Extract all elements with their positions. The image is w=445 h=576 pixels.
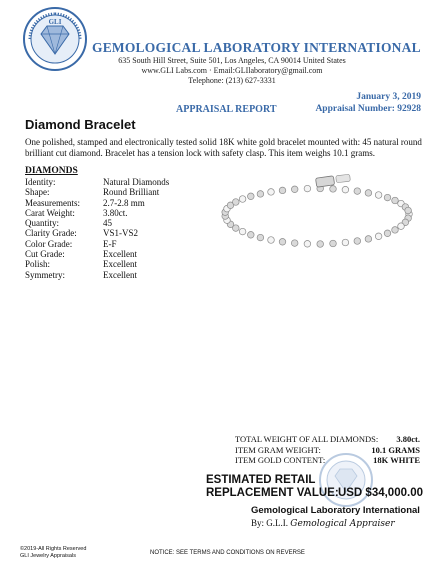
website-email-line[interactable]: www.GLI Labs.com · Email:GLIlaboratory@gmail.com xyxy=(141,66,323,75)
terms-notice: NOTICE: SEE TERMS AND CONDITIONS ON REVERSE xyxy=(150,550,305,556)
total-label: ITEM GRAM WEIGHT: xyxy=(235,444,321,455)
estimated-retail-label: ESTIMATED RETAIL xyxy=(206,474,316,486)
total-value: 3.80ct. xyxy=(396,434,420,444)
total-row xyxy=(235,434,420,445)
faint-seal-watermark xyxy=(318,452,374,508)
spec-label: Measurements: xyxy=(25,197,80,208)
bracelet-stone xyxy=(248,193,255,200)
bracelet-stone xyxy=(257,234,264,241)
spec-rows xyxy=(25,177,235,280)
spec-row xyxy=(25,228,235,238)
bracelet-stone xyxy=(279,187,286,194)
replacement-value: USD $34,000.00 xyxy=(337,487,423,499)
bracelet-stone xyxy=(304,185,311,192)
bracelet-stone xyxy=(248,232,255,239)
bracelet-stone xyxy=(365,190,372,197)
spec-value: E-F xyxy=(103,238,117,249)
replacement-value-label: REPLACEMENT VALUE: xyxy=(206,487,339,499)
copyright xyxy=(20,546,86,559)
bracelet-stone xyxy=(375,192,382,199)
copyright-line: GLI Jewelry Appraisals xyxy=(20,552,76,559)
gli-logo-seal xyxy=(22,6,88,72)
specs-heading: DIAMONDS xyxy=(25,166,78,176)
telephone-line: Telephone: (213) 627-3331 xyxy=(188,76,276,85)
bracelet-stone xyxy=(392,197,399,204)
signature-line xyxy=(251,518,395,529)
total-value: 18K WHITE xyxy=(373,455,420,465)
copyright-line: ©2019-All Rights Reserved xyxy=(20,546,87,552)
address-line: 635 South Hill Street, Suite 501, Los Angeles, CA 90014 United States xyxy=(118,56,346,65)
spec-label: Identity: xyxy=(25,177,56,187)
bracelet-stone xyxy=(279,239,286,246)
spec-label: Quantity: xyxy=(25,218,59,229)
spec-row xyxy=(25,198,235,208)
bracelet-stone xyxy=(291,186,298,193)
spec-label: Cut Grade: xyxy=(25,249,65,260)
spec-row xyxy=(25,218,235,228)
bracelet-stone xyxy=(342,186,349,193)
bracelet-stone xyxy=(398,223,405,230)
bracelet-stone xyxy=(257,191,264,198)
svg-text:GLI: GLI xyxy=(48,18,62,26)
spec-label: Symmetry: xyxy=(25,269,65,280)
bracelet-stone xyxy=(384,230,391,237)
item-title: Diamond Bracelet xyxy=(25,117,136,132)
spec-label: Shape: xyxy=(25,187,50,198)
item-description: One polished, stamped and electronically tested solid 18K white gold bracelet mounted with: 45 natural round brilliant cut diamond. Bracelet has a tension lock with safety clasp. This item weighs 10.1 grams. xyxy=(25,137,422,158)
spec-value: 45 xyxy=(103,218,112,229)
bracelet-stone xyxy=(239,196,246,203)
bracelet-stone xyxy=(268,189,275,196)
signature-script: Gemological Appraiser xyxy=(290,519,395,529)
total-label: ITEM GOLD CONTENT: xyxy=(235,455,326,465)
bracelet-stone xyxy=(233,199,240,206)
total-label: TOTAL WEIGHT OF ALL DIAMONDS: xyxy=(235,434,379,444)
spec-row xyxy=(25,177,235,187)
spec-label: Color Grade: xyxy=(25,238,73,249)
spec-value: VS1-VS2 xyxy=(103,228,139,239)
diamond-specs xyxy=(25,166,235,280)
spec-value: 3.80ct. xyxy=(103,207,128,218)
spec-row xyxy=(25,259,235,269)
bracelet-stone xyxy=(375,233,382,240)
bracelet-stone xyxy=(384,194,391,201)
bracelet-stone xyxy=(330,186,337,193)
spec-row xyxy=(25,239,235,249)
bracelet-stone xyxy=(354,238,361,245)
bracelet-stone xyxy=(268,237,275,244)
spec-value: Excellent xyxy=(103,269,137,280)
spec-label: Clarity Grade: xyxy=(25,228,77,239)
report-date: January 3, 2019 xyxy=(356,92,421,102)
bracelet-stone xyxy=(342,239,349,246)
total-value: 10.1 GRAMS xyxy=(371,444,420,455)
bracelet-stone xyxy=(405,207,412,214)
report-title: APPRAISAL REPORT xyxy=(176,104,277,115)
spec-label: Polish: xyxy=(25,259,51,270)
bracelet-photo xyxy=(212,168,422,258)
bracelet-stone xyxy=(354,188,361,195)
bracelet-stone xyxy=(304,241,311,248)
signature-prefix: By: G.L.I. xyxy=(251,518,291,528)
org-name: GEMOLOGICAL LABORATORY INTERNATIONAL xyxy=(92,40,421,55)
spec-value: 2.7-2.8 mm xyxy=(103,197,145,208)
signature-org: Gemological Laboratory International xyxy=(251,505,420,516)
spec-row xyxy=(25,208,235,218)
spec-value: Excellent xyxy=(103,259,137,270)
spec-label: Carat Weight: xyxy=(25,207,75,218)
bracelet-stone xyxy=(330,240,337,247)
appraisal-number: Appraisal Number: 92928 xyxy=(315,104,421,114)
bracelet-stone xyxy=(365,236,372,243)
spec-row xyxy=(25,270,235,280)
bracelet-stone xyxy=(392,227,399,234)
spec-value: Excellent xyxy=(103,249,137,260)
bracelet-stone xyxy=(291,240,298,247)
spec-value: Natural Diamonds xyxy=(103,177,170,187)
bracelet-stone xyxy=(239,228,246,235)
bracelet-stone xyxy=(317,241,324,248)
spec-row xyxy=(25,249,235,259)
spec-value: Round Brilliant xyxy=(103,187,160,198)
spec-row xyxy=(25,187,235,197)
